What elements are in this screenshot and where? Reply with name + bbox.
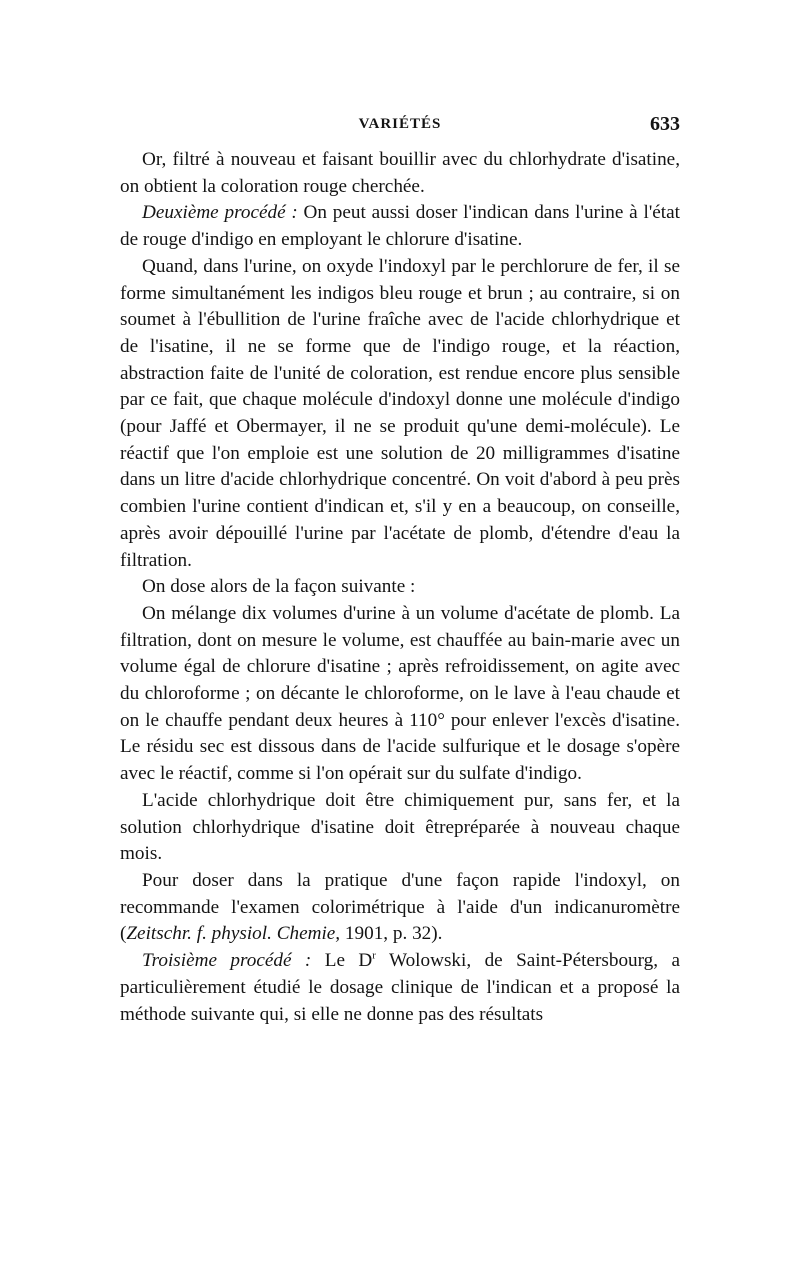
paragraph-8 — [120, 948, 680, 1028]
running-title: VARIÉTÉS — [358, 116, 442, 132]
paragraph-text: Quand, dans l'urine, on oxyde l'indoxyl par le perchlorure de fer, il se forme simultanément les indigos bleu rouge et brun ; au contraire, si on soumet à l'ébullition de l'urine fraîche avec de l'acide chlorhydrique et de l'isatine, il ne se forme que de l'indigo rouge, et la réaction, abstraction faite de l'unité de coloration, est rendue encore plus sensible par ce fait, que chaque molécule d'indoxyl donne une molécule d'indigo (pour Jaffé et Obermayer, il ne se produit qu'une demi-molécule). Le réactif que l'on emploie est une solution de 20 milligrammes d'isatine dans un litre d'acide chlorhydrique concentré. On voit d'abord à peu près combien l'urine contient d'indican et, s'il y en a beaucoup, on conseille, après avoir dépouillé l'urine par l'acétate de plomb, d'étendre d'eau la filtration. — [120, 255, 680, 571]
paragraph-4 — [120, 574, 680, 601]
paragraph-text: L'acide chlorhydrique doit être chimiquement pur, sans fer, et la solution chlorhydrique d'isatine doit êtrepréparée à nouveau chaque mois. — [120, 789, 680, 865]
paragraph-6 — [120, 788, 680, 868]
section-lead-deuxieme-procede: Deuxième procédé : — [142, 202, 298, 224]
paragraph-text: 1901, p. 32). — [340, 923, 443, 945]
paragraph-text: Wolowski, de Saint-Pétersbourg, a particulièrement étudié le dosage clinique de l'indican et a proposé la méthode suivante qui, si elle ne donne pas des résultats — [120, 950, 681, 1025]
running-head — [120, 113, 680, 140]
journal-citation: Zeitschr. f. physiol. Chemie, — [126, 923, 341, 945]
page-number: 633 — [650, 113, 680, 135]
paragraph-text: Pour doser dans la pratique d'une façon rapide l'indoxyl, on recommande l'examen colorimétrique à l'aide d'un indicanuromètre ( — [120, 869, 680, 945]
paragraph-5 — [120, 601, 680, 788]
paragraph-2 — [120, 200, 680, 253]
section-lead-troisieme-procede: Troisième procédé : — [142, 950, 312, 972]
superscript-abbrev: r — [372, 949, 376, 962]
paragraph-text: On mélange dix volumes d'urine à un volume d'acétate de plomb. La filtration, dont on mesure le volume, est chauffée au bain-marie avec un volume égal de chlorure d'isatine ; après refroidissement, on agite avec du chloroforme ; on décante le chloroforme, on le lave à l'eau chaude et on le chauffe pendant deux heures à 110° pour enlever l'excès d'isatine. Le résidu sec est dissous dans de l'acide sulfurique et le dosage s'opère avec le réactif, comme si l'on opérait sur du sulfate d'indigo. — [120, 602, 680, 785]
paragraph-3 — [120, 254, 680, 574]
paragraph-text: On dose alors de la façon suivante : — [142, 576, 416, 598]
body-text — [120, 147, 680, 1028]
paragraph-7 — [120, 868, 680, 948]
paragraph-text: Or, filtré à nouveau et faisant bouillir avec du chlorhydrate d'isatine, on obtient la coloration rouge cherchée. — [120, 149, 680, 197]
paragraph-text: Le D — [311, 950, 373, 972]
paragraph-1 — [120, 147, 680, 200]
paragraph-text: On peut aussi doser l'indican dans l'urine à l'état de rouge d'indigo en employant le chlorure d'isatine. — [120, 202, 680, 251]
